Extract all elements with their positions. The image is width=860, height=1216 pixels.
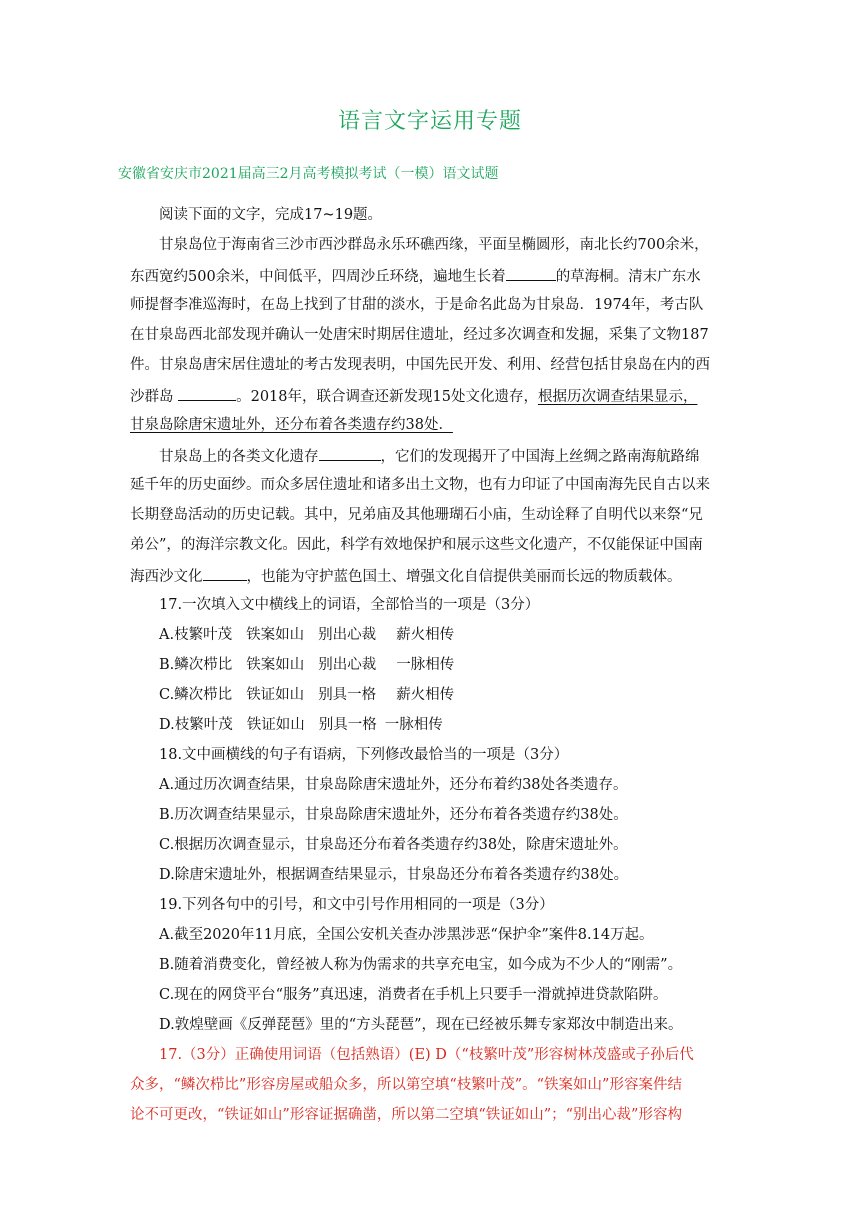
question-17 bbox=[130, 590, 730, 740]
underlined-sentence: 甘泉岛除唐宋遗址外，还分布着各类遗存约38处． bbox=[130, 417, 453, 433]
option-b: B.历次调查结果显示，甘泉岛除唐宋遗址外，还分布着各类遗存约38处。 bbox=[159, 807, 628, 823]
passage-line: 件。甘泉岛唐宋居住遗址的考古发现表明，中国先民开发、利用、经营包括甘泉岛在内的西 bbox=[130, 357, 710, 373]
passage-line: 东西宽约500余米，中间低平，四周沙丘环绕，遍地生长着 的草海桐。清末广东水 bbox=[130, 260, 730, 290]
passage-line: 甘泉岛上的各类文化遗存 ，它们的发现揭开了中国海上丝绸之路南海航路绵 bbox=[130, 440, 730, 470]
question-stem: 17.一次填入文中横线上的词语，全部恰当的一项是（3分） bbox=[159, 597, 540, 613]
passage-line: 在甘泉岛西北部发现并确认一处唐宋时期居住遗址，经过多次调查和发掘，采集了文物187 bbox=[130, 327, 709, 343]
option-b: B.鳞次栉比 铁案如山 别出心裁 一脉相传 bbox=[159, 657, 455, 673]
answer-line: 17.（3分）正确使用词语（包括熟语）(E) D（“枝繁叶茂”形容树林茂盛或子孙后代 bbox=[159, 1047, 694, 1063]
option-a: A.通过历次调查结果，甘泉岛除唐宋遗址外，还分布着约38处各类遗存。 bbox=[159, 777, 628, 793]
option-c: C.现在的网贷平台“服务”真迅速，消费者在手机上只要手一滑就掉进贷款陷阱。 bbox=[159, 987, 668, 1003]
fill-blank-4 bbox=[203, 560, 247, 581]
passage-line: 长期登岛活动的历史记载。其中，兄弟庙及其他珊瑚石小庙，生动诠释了自明代以来祭“兄 bbox=[130, 507, 703, 523]
document-body bbox=[130, 200, 730, 1130]
option-d: D.敦煌壁画《反弹琵琶》里的“方头琵琶”，现在已经被乐舞专家郑汝中制造出来。 bbox=[159, 1017, 683, 1033]
question-18 bbox=[130, 740, 730, 890]
question-19 bbox=[130, 890, 730, 1040]
exam-source: 安徽省安庆市2021届高三2月高考模拟考试（一模）语文试题 bbox=[118, 166, 499, 182]
option-d: D.枝繁叶茂 铁证如山 别具一格 一脉相传 bbox=[159, 717, 443, 733]
question-stem: 19.下列各句中的引号，和文中引号作用相同的一项是（3分） bbox=[159, 897, 554, 913]
fill-blank-1 bbox=[506, 260, 556, 281]
option-d: D.除唐宋遗址外，根据调查结果显示，甘泉岛还分布着各类遗存约38处。 bbox=[159, 867, 629, 883]
fill-blank-3 bbox=[319, 440, 381, 461]
option-c: C.根据历次调查显示，甘泉岛还分布着各类遗存约38处，除唐宋遗址外。 bbox=[159, 837, 628, 853]
answer-line: 众多，“鳞次栉比”形容房屋或船众多，所以第空填“枝繁叶茂”。“铁案如山”形容案件结 bbox=[130, 1077, 682, 1093]
fill-blank-2 bbox=[178, 380, 236, 401]
page-title: 语言文字运用专题 bbox=[337, 109, 522, 134]
underlined-sentence: 根据历次调查结果显示， bbox=[537, 389, 698, 405]
option-a: A.枝繁叶茂 铁案如山 别出心裁 薪火相传 bbox=[159, 627, 455, 643]
answer-line: 论不可更改，“铁证如山”形容证据确凿，所以第二空填“铁证如山”；“别出心裁”形容构 bbox=[130, 1107, 682, 1123]
passage-line: 师提督李准巡海时，在岛上找到了甘甜的淡水，于是命名此岛为甘泉岛．1974年，考古队 bbox=[130, 297, 704, 313]
passage-line: 弟公”，的海洋宗教文化。因此，科学有效地保护和展示这些文化遗产，不仅能保证中国南 bbox=[130, 537, 703, 553]
passage-paragraph-2 bbox=[130, 440, 730, 590]
passage-line: 沙群岛 。2018年，联合调查还新发现15处文化遗存，根据历次调查结果显示， bbox=[130, 380, 730, 410]
passage-line: 海西沙文化 ，也能为守护蓝色国土、增强文化自信提供美丽而长远的物质载体。 bbox=[130, 560, 730, 590]
passage-line: 延千年的历史面纱。而众多居住遗址和诸多出土文物，也有力印证了中国南海先民自古以来 bbox=[130, 477, 710, 493]
passage-paragraph-1 bbox=[130, 230, 730, 440]
option-a: A.截至2020年11月底，全国公安机关查办涉黑涉恶“保护伞”案件8.14万起。 bbox=[159, 927, 654, 943]
passage-line bbox=[130, 410, 730, 440]
question-stem: 18.文中画横线的句子有语病，下列修改最恰当的一项是（3分） bbox=[159, 747, 569, 763]
passage-line: 甘泉岛位于海南省三沙市西沙群岛永乐环礁西缘，平面呈椭圆形，南北长约700余米， bbox=[159, 237, 709, 253]
reading-intro: 阅读下面的文字，完成17~19题。 bbox=[159, 207, 383, 223]
option-c: C.鳞次栉比 铁证如山 别具一格 薪火相传 bbox=[159, 687, 455, 703]
option-b: B.随着消费变化，曾经被人称为伪需求的共享充电宝，如今成为不少人的“刚需”。 bbox=[159, 957, 683, 973]
answer-explanation bbox=[130, 1040, 730, 1130]
